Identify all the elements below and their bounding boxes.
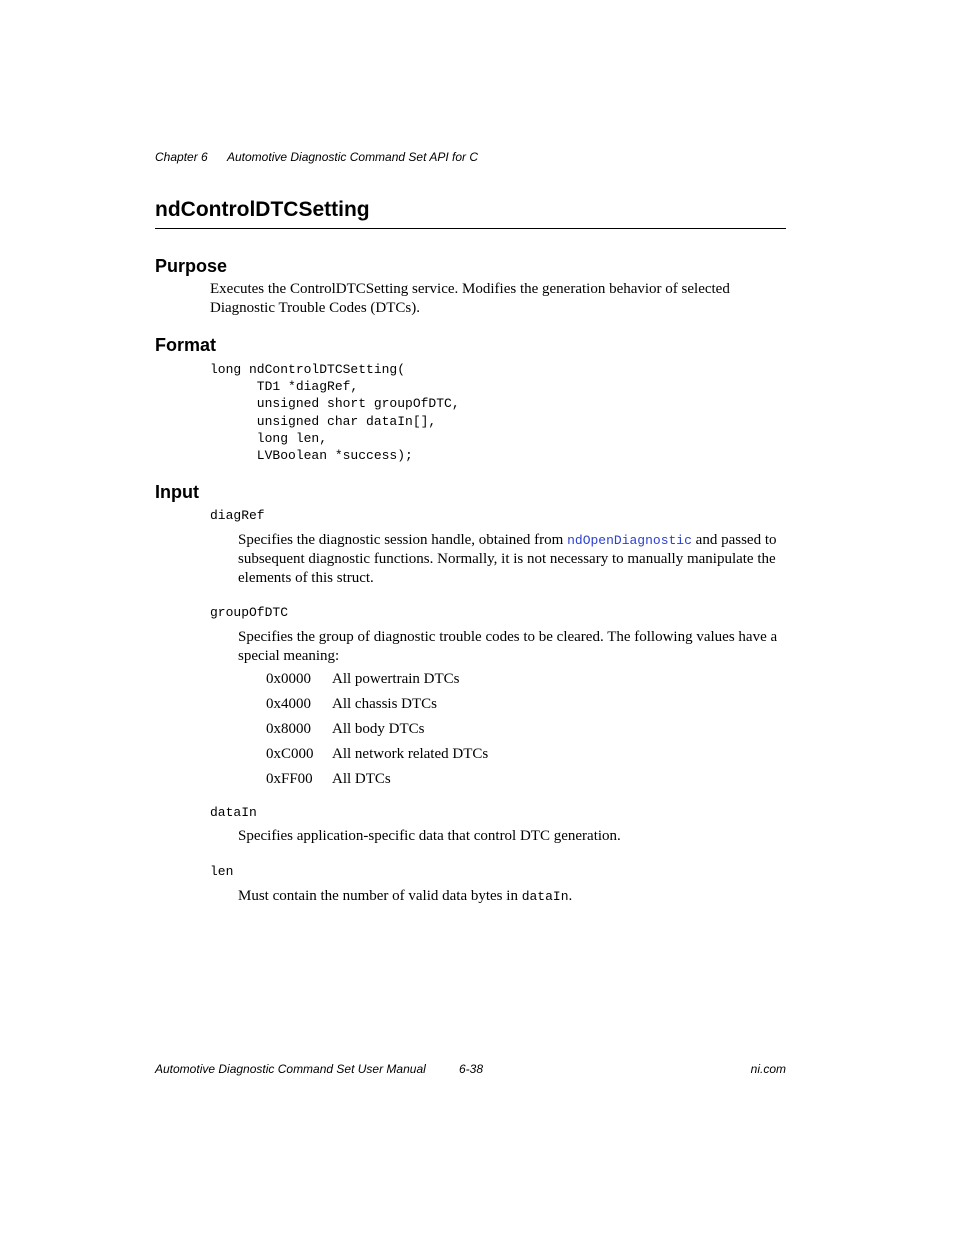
running-header [155, 150, 478, 164]
purpose-text: Executes the ControlDTCSetting service. Modifies the generation behavior of selected Diagnostic Trouble Codes (DTCs). [210, 281, 730, 316]
dtc-group-code: 0x8000 [266, 721, 311, 737]
param-name-diagref: diagRef [210, 508, 265, 523]
dtc-group-meaning: All body DTCs [332, 721, 425, 737]
list-item [266, 767, 488, 792]
ndopendiagnostic-link[interactable]: ndOpenDiagnostic [567, 533, 692, 548]
dtc-group-meaning: All network related DTCs [332, 746, 489, 762]
dtc-group-code: 0x4000 [266, 696, 311, 712]
dtc-group-value-list [266, 667, 488, 792]
page-title: ndControlDTCSetting [155, 198, 370, 221]
chapter-title: Automotive Diagnostic Command Set API for C [227, 150, 478, 164]
format-heading: Format [155, 335, 217, 355]
param-desc-groupofdtc: Specifies the group of diagnostic trouble codes to be cleared. The following values have a special meaning: [238, 629, 778, 664]
dtc-group-meaning: All powertrain DTCs [332, 671, 460, 687]
footer-manual-title: Automotive Diagnostic Command Set User Manual [155, 1062, 426, 1076]
param-desc-datain: Specifies application-specific data that control DTC generation. [238, 828, 621, 844]
dtc-group-code: 0x0000 [266, 671, 311, 687]
param-name-len: len [210, 864, 234, 879]
footer-page-number: 6-38 [459, 1062, 484, 1076]
footer-site-link[interactable]: ni.com [750, 1062, 786, 1076]
param-desc-len-after: . [568, 888, 573, 904]
param-desc-diagref-after: and passed to subsequent diagnostic functions. Normally, it is not necessary to manually manipulate the elements of this struct. [238, 532, 777, 586]
dtc-group-code: 0xC000 [266, 746, 314, 762]
title-rule [155, 228, 786, 229]
param-desc-len-before: Must contain the number of valid data bytes in [238, 888, 522, 904]
purpose-heading: Purpose [155, 256, 228, 276]
list-item [266, 742, 488, 767]
chapter-label: Chapter 6 [155, 150, 208, 164]
list-item [266, 717, 488, 742]
dtc-group-meaning: All DTCs [332, 771, 391, 787]
list-item [266, 692, 488, 717]
list-item [266, 667, 488, 692]
param-desc-len [238, 887, 786, 906]
format-code-block: long ndControlDTCSetting( TD1 *diagRef, unsigned short groupOfDTC, unsigned char dataIn[], long len, LVBoolean *success); [210, 362, 460, 464]
param-desc-diagref [238, 531, 786, 588]
param-name-datain: dataIn [210, 805, 257, 820]
datain-inline-code: dataIn [521, 889, 569, 904]
input-heading: Input [155, 482, 199, 502]
param-name-groupofdtc: groupOfDTC [210, 605, 289, 620]
dtc-group-meaning: All chassis DTCs [332, 696, 437, 712]
dtc-group-code: 0xFF00 [266, 771, 313, 787]
param-desc-diagref-before: Specifies the diagnostic session handle, obtained from [238, 532, 568, 548]
